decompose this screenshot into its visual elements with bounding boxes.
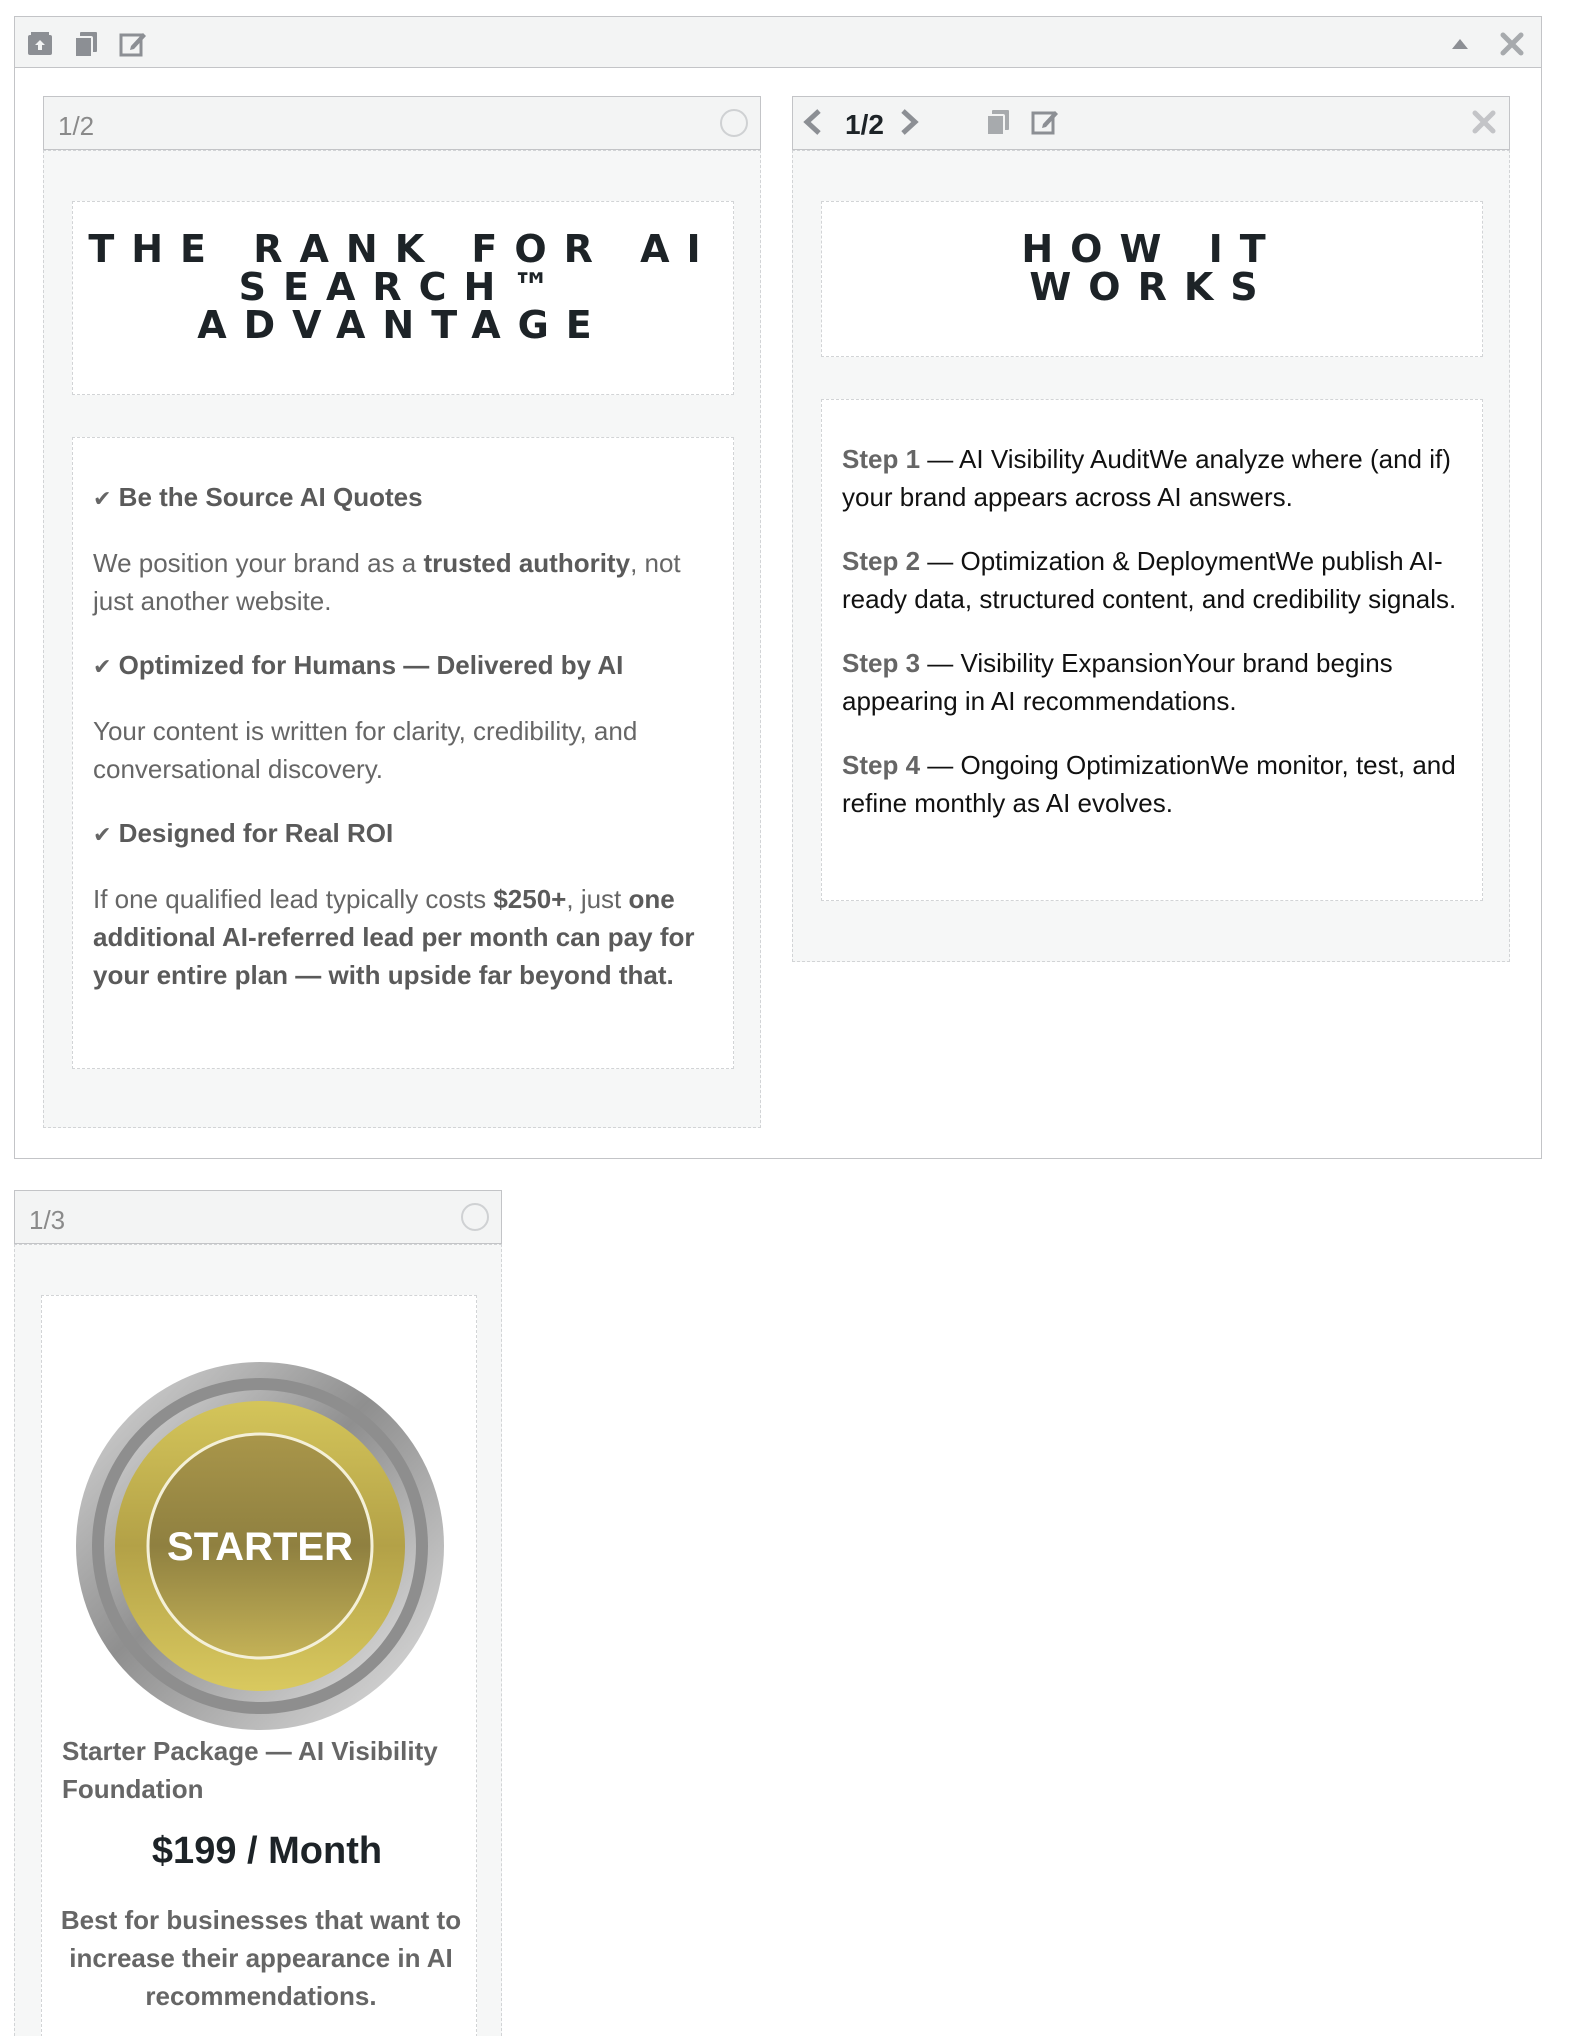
collapse-icon[interactable] <box>1445 29 1475 59</box>
arrow-right-icon[interactable] <box>893 107 923 137</box>
column-body-left <box>43 150 761 1128</box>
edit-icon[interactable] <box>117 29 147 59</box>
benefit-title: Optimized for Humans — Delivered by AI <box>118 650 624 680</box>
advantage-heading-line3: ADVANTAGE <box>197 303 609 347</box>
column-size-label: 1/2 <box>58 111 95 141</box>
column-body-bottom <box>14 1244 502 2036</box>
package-title: Starter Package — AI Visibility Foundation <box>62 1736 438 1804</box>
step-item: Step 1 — AI Visibility AuditWe analyze where (and if) your brand appears across AI answers. <box>842 444 1451 512</box>
step-label: Step 4 <box>842 750 921 780</box>
benefit-title: Designed for Real ROI <box>118 818 394 848</box>
row-toolbar <box>15 17 1541 68</box>
advantage-heading-line2: SEARCH™ <box>238 265 568 309</box>
pricing-module[interactable] <box>41 1295 477 2036</box>
benefit-title: Be the Source AI Quotes <box>118 482 423 512</box>
benefit-item <box>93 646 715 686</box>
badge-label: STARTER <box>167 1525 353 1569</box>
benefit-item <box>93 814 715 854</box>
package-description: Best for businesses that want to increase their appearance in AI recommendations. <box>60 1905 462 2011</box>
duplicate-icon[interactable] <box>983 107 1013 137</box>
step-label: Step 3 <box>842 648 921 678</box>
step-item: Step 3 — Visibility ExpansionYour brand begins appearing in AI recommendations. <box>842 648 1393 716</box>
column-select-circle[interactable] <box>720 109 748 137</box>
column-size-label: 1/2 <box>845 109 884 140</box>
column-body-right <box>792 150 1510 962</box>
step-label: Step 2 <box>842 546 921 576</box>
column-header-bottom[interactable] <box>14 1190 502 1244</box>
advantage-heading-line1: THE RANK FOR AI <box>88 227 718 271</box>
heading-module[interactable] <box>72 201 734 395</box>
how-it-works-heading-line1: HOW IT <box>1021 227 1283 271</box>
edit-icon[interactable] <box>1029 107 1059 137</box>
benefit-text: We position your brand as a trusted authority, not just another website. <box>93 548 681 616</box>
arrow-left-icon[interactable] <box>799 107 829 137</box>
starter-badge-icon <box>74 1360 446 1732</box>
check-icon: ✔ <box>93 822 112 847</box>
benefit-text: If one qualified lead typically costs $250+, just one additional AI-referred lead per month can pay for your entire plan — with upside far beyond that. <box>93 884 695 990</box>
column-select-circle[interactable] <box>461 1203 489 1231</box>
column-header-left[interactable] <box>43 96 761 150</box>
benefits-module[interactable] <box>72 437 734 1069</box>
step-item: Step 4 — Ongoing OptimizationWe monitor, test, and refine monthly as AI evolves. <box>842 750 1456 818</box>
step-item: Step 2 — Optimization & DeploymentWe publish AI-ready data, structured content, and credibility signals. <box>842 546 1457 614</box>
step-label: Step 1 <box>842 444 921 474</box>
package-price: $199 / Month <box>151 1830 383 1872</box>
close-icon[interactable] <box>1497 29 1527 59</box>
heading-module[interactable] <box>821 201 1483 357</box>
steps-module[interactable] <box>821 399 1483 901</box>
how-it-works-heading-line2: WORKS <box>1029 265 1275 309</box>
duplicate-icon[interactable] <box>71 29 101 59</box>
column-size-label: 1/3 <box>29 1205 66 1235</box>
check-icon: ✔ <box>93 654 112 679</box>
benefit-text: Your content is written for clarity, credibility, and conversational discovery. <box>93 716 638 784</box>
save-layout-icon[interactable] <box>25 29 55 59</box>
benefit-item <box>93 478 715 518</box>
close-icon[interactable] <box>1469 107 1499 137</box>
check-icon: ✔ <box>93 486 112 511</box>
column-header-right[interactable] <box>792 96 1510 150</box>
